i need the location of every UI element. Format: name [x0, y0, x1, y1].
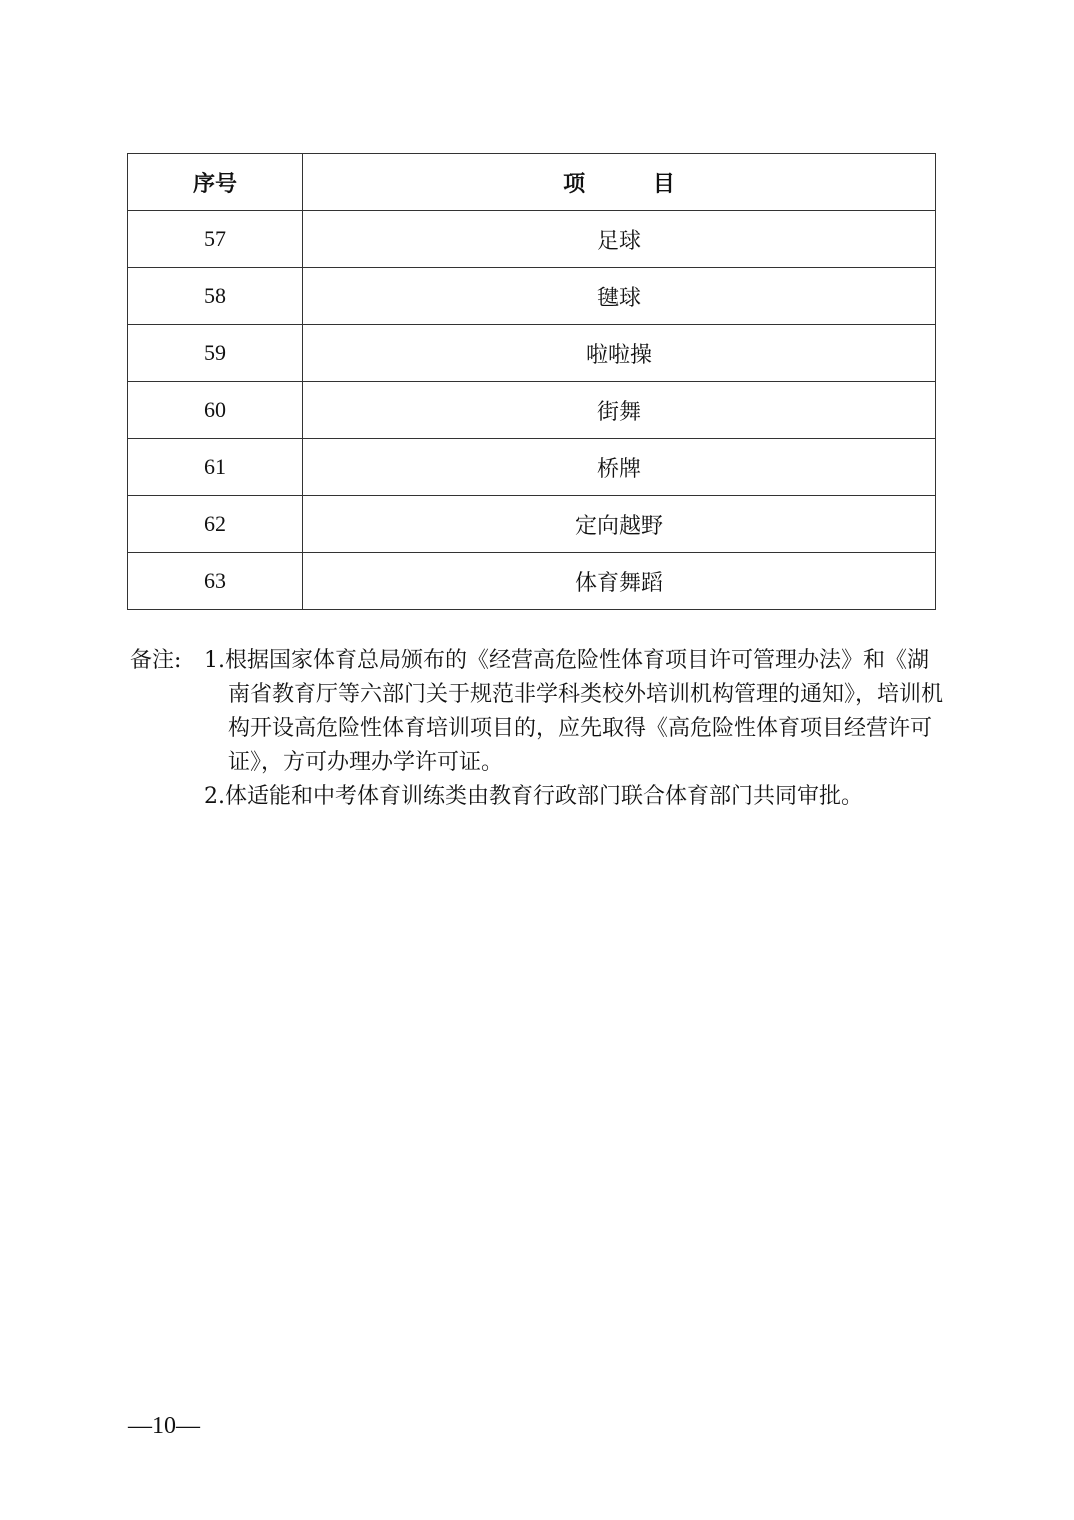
- row-number: 60: [128, 382, 303, 439]
- note-first-row: [130, 644, 950, 780]
- row-number: 58: [128, 268, 303, 325]
- table-header-row: [128, 154, 936, 211]
- note-item-1: 1.根据国家体育总局颁布的《经营高危险性体育项目许可管理办法》和《湖南省教育厅等六部门关于规范非学科类校外培训机构管理的通知》，培训机构开设高危险性体育培训项目的，应先取得《高危险性体育项目经营许可证》，方可办理办学许可证。: [204, 648, 944, 775]
- header-item-label: 项 目: [563, 171, 705, 197]
- row-item: 啦啦操: [303, 325, 936, 382]
- table-row: [128, 325, 936, 382]
- row-number: 62: [128, 496, 303, 553]
- row-number: 61: [128, 439, 303, 496]
- row-number: 57: [128, 211, 303, 268]
- row-item: 定向越野: [303, 496, 936, 553]
- row-item: 足球: [303, 211, 936, 268]
- header-serial-number: 序号: [128, 154, 303, 211]
- row-item: 毽球: [303, 268, 936, 325]
- row-item: 桥牌: [303, 439, 936, 496]
- table-row: [128, 439, 936, 496]
- table-row: [128, 496, 936, 553]
- table-row: [128, 211, 936, 268]
- notes-label: 备注:: [130, 648, 182, 673]
- notes-section: [130, 644, 950, 814]
- note-second-row: [130, 780, 950, 814]
- note-item-2: 2.体适能和中考体育训练类由教育行政部门联合体育部门共同审批。: [204, 784, 863, 809]
- page-number: —10—: [128, 1413, 200, 1439]
- table-row: [128, 382, 936, 439]
- row-number: 59: [128, 325, 303, 382]
- row-number: 63: [128, 553, 303, 610]
- table-row: [128, 553, 936, 610]
- header-item: [303, 154, 936, 211]
- sports-items-table: [127, 153, 936, 610]
- row-item: 街舞: [303, 382, 936, 439]
- table-row: [128, 268, 936, 325]
- row-item: 体育舞蹈: [303, 553, 936, 610]
